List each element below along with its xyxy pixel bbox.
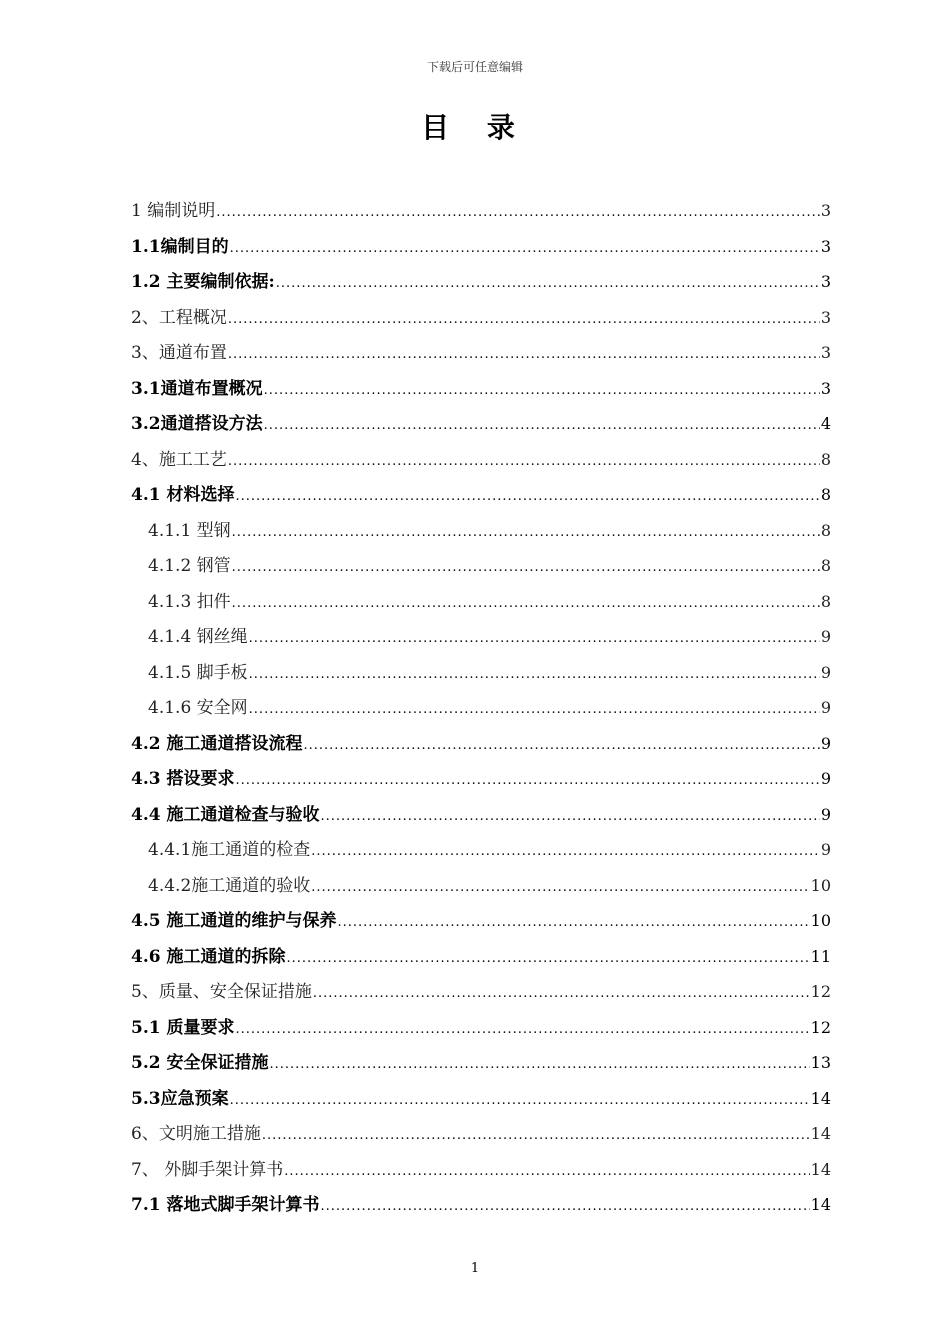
toc-leader-dots xyxy=(232,550,820,586)
toc-entry-label: 4.1.1 型钢 xyxy=(148,520,231,541)
toc-entry-page: 14 xyxy=(810,1159,831,1179)
toc-leader-dots xyxy=(249,692,820,728)
toc-entry[interactable] xyxy=(131,477,831,513)
toc-entry-page: 8 xyxy=(820,556,831,575)
toc-leader-dots xyxy=(311,870,809,906)
toc-leader-dots xyxy=(287,941,810,977)
toc-entry[interactable] xyxy=(131,868,831,904)
toc-entry-label: 4.1.3 扣件 xyxy=(148,591,231,612)
toc-entry-page: 3 xyxy=(820,343,831,362)
toc-entry[interactable] xyxy=(131,513,831,549)
toc-entry-page: 12 xyxy=(810,1017,831,1037)
toc-leader-dots xyxy=(228,302,820,338)
toc-leader-dots xyxy=(216,195,820,231)
toc-entry-label: 5.3应急预案 xyxy=(131,1088,229,1109)
toc-entry-page: 9 xyxy=(820,698,831,717)
toc-entry[interactable] xyxy=(131,1081,831,1117)
toc-entry[interactable] xyxy=(131,797,831,833)
toc-entry-label: 4.5 施工通道的维护与保养 xyxy=(131,911,337,931)
footer-page-number: 1 xyxy=(470,1261,480,1276)
toc-entry[interactable] xyxy=(131,832,831,868)
toc-entry[interactable] xyxy=(131,193,831,229)
toc-entry[interactable] xyxy=(131,655,831,691)
toc-entry-label: 7、 外脚手架计算书 xyxy=(131,1159,284,1180)
toc-entry-page: 3 xyxy=(820,378,831,398)
toc-entry-page: 9 xyxy=(820,662,831,682)
toc-entry[interactable] xyxy=(131,371,831,407)
header-note: 下载后可任意编辑 xyxy=(426,60,523,74)
toc-entry-label: 5、质量、安全保证措施 xyxy=(131,982,312,1002)
table-of-contents xyxy=(131,193,831,1223)
toc-entry-page: 10 xyxy=(810,875,831,895)
toc-entry-label: 5.2 安全保证措施 xyxy=(131,1053,269,1073)
toc-leader-dots xyxy=(338,905,810,941)
toc-leader-dots xyxy=(236,479,820,515)
toc-entry[interactable] xyxy=(131,229,831,265)
toc-entry-label: 6、文明施工措施 xyxy=(131,1124,261,1144)
toc-entry[interactable] xyxy=(131,619,831,655)
toc-entry-label: 3.2通道搭设方法 xyxy=(131,414,263,434)
page-title: 目 录 xyxy=(421,111,529,144)
toc-leader-dots xyxy=(262,1118,810,1154)
toc-leader-dots xyxy=(228,444,820,480)
toc-entry[interactable] xyxy=(131,690,831,726)
toc-entry[interactable] xyxy=(131,406,831,442)
toc-entry-page: 3 xyxy=(820,307,831,327)
toc-entry-label: 7.1 落地式脚手架计算书 xyxy=(131,1195,320,1215)
toc-entry-page: 9 xyxy=(820,769,831,788)
toc-leader-dots xyxy=(321,799,820,835)
toc-entry-label: 4.4.2施工通道的验收 xyxy=(148,875,311,896)
toc-entry-label: 4.2 施工通道搭设流程 xyxy=(131,733,303,754)
toc-entry-label: 3.1通道布置概况 xyxy=(131,378,263,399)
toc-entry-page: 10 xyxy=(810,911,831,930)
toc-entry-page: 9 xyxy=(820,804,831,824)
toc-leader-dots xyxy=(311,834,820,870)
toc-leader-dots xyxy=(232,586,820,622)
toc-entry-page: 8 xyxy=(820,520,831,540)
toc-entry-label: 1.1编制目的 xyxy=(131,236,229,257)
toc-entry-page: 9 xyxy=(820,627,831,646)
toc-leader-dots xyxy=(270,1047,810,1083)
toc-leader-dots xyxy=(249,621,820,657)
toc-leader-dots xyxy=(236,1012,810,1048)
toc-entry[interactable] xyxy=(131,974,831,1010)
toc-entry-label: 4.4.1施工通道的检查 xyxy=(148,840,311,860)
toc-entry-label: 4.4 施工通道检查与验收 xyxy=(131,804,320,825)
toc-leader-dots xyxy=(232,515,820,551)
toc-entry[interactable] xyxy=(131,335,831,371)
toc-entry-label: 4、施工工艺 xyxy=(131,449,227,470)
toc-entry[interactable] xyxy=(131,761,831,797)
toc-entry-label: 4.1.4 钢丝绳 xyxy=(148,627,248,647)
toc-entry-label: 4.1.2 钢管 xyxy=(148,556,231,576)
toc-entry-label: 1.2 主要编制依据: xyxy=(131,272,275,292)
toc-entry-page: 8 xyxy=(820,449,831,469)
toc-entry[interactable] xyxy=(131,1187,831,1223)
toc-entry[interactable] xyxy=(131,584,831,620)
toc-entry-page: 8 xyxy=(820,485,831,504)
toc-entry-page: 9 xyxy=(820,840,831,859)
toc-entry-label: 4.3 搭设要求 xyxy=(131,769,235,789)
toc-entry[interactable] xyxy=(131,548,831,584)
toc-leader-dots xyxy=(230,231,820,267)
toc-leader-dots xyxy=(264,408,820,444)
toc-entry[interactable] xyxy=(131,300,831,336)
toc-entry[interactable] xyxy=(131,1010,831,1046)
toc-entry-page: 9 xyxy=(820,733,831,753)
toc-entry-page: 14 xyxy=(810,1195,831,1214)
toc-leader-dots xyxy=(264,373,820,409)
toc-entry-page: 14 xyxy=(810,1124,831,1143)
toc-entry-page: 12 xyxy=(810,982,831,1001)
toc-leader-dots xyxy=(236,763,820,799)
toc-entry-label: 5.1 质量要求 xyxy=(131,1017,235,1038)
toc-leader-dots xyxy=(276,266,820,302)
toc-entry[interactable] xyxy=(131,442,831,478)
toc-entry-page: 14 xyxy=(810,1088,831,1108)
toc-entry[interactable] xyxy=(131,726,831,762)
toc-leader-dots xyxy=(249,657,820,693)
toc-entry[interactable] xyxy=(131,1045,831,1081)
toc-entry[interactable] xyxy=(131,939,831,975)
toc-entry[interactable] xyxy=(131,1116,831,1152)
toc-entry-page: 13 xyxy=(810,1053,831,1072)
toc-entry-label: 1 编制说明 xyxy=(131,201,216,221)
toc-entry-label: 4.1.5 脚手板 xyxy=(148,662,248,683)
toc-entry-page: 11 xyxy=(810,946,831,966)
toc-leader-dots xyxy=(304,728,820,764)
toc-entry[interactable] xyxy=(131,264,831,300)
toc-leader-dots xyxy=(228,337,820,373)
toc-entry-label: 4.1 材料选择 xyxy=(131,485,235,505)
toc-entry[interactable] xyxy=(131,903,831,939)
toc-entry-page: 3 xyxy=(820,236,831,256)
toc-entry-label: 2、工程概况 xyxy=(131,307,227,328)
toc-entry-page: 3 xyxy=(820,272,831,291)
toc-leader-dots xyxy=(313,976,810,1012)
toc-entry[interactable] xyxy=(131,1152,831,1188)
toc-leader-dots xyxy=(230,1083,810,1119)
toc-entry-label: 4.6 施工通道的拆除 xyxy=(131,946,286,967)
toc-entry-page: 4 xyxy=(820,414,831,433)
toc-leader-dots xyxy=(284,1154,809,1190)
toc-entry-label: 3、通道布置 xyxy=(131,343,227,363)
toc-entry-label: 4.1.6 安全网 xyxy=(148,698,248,718)
toc-leader-dots xyxy=(321,1189,810,1225)
toc-entry-page: 3 xyxy=(820,201,831,220)
toc-entry-page: 8 xyxy=(820,591,831,611)
